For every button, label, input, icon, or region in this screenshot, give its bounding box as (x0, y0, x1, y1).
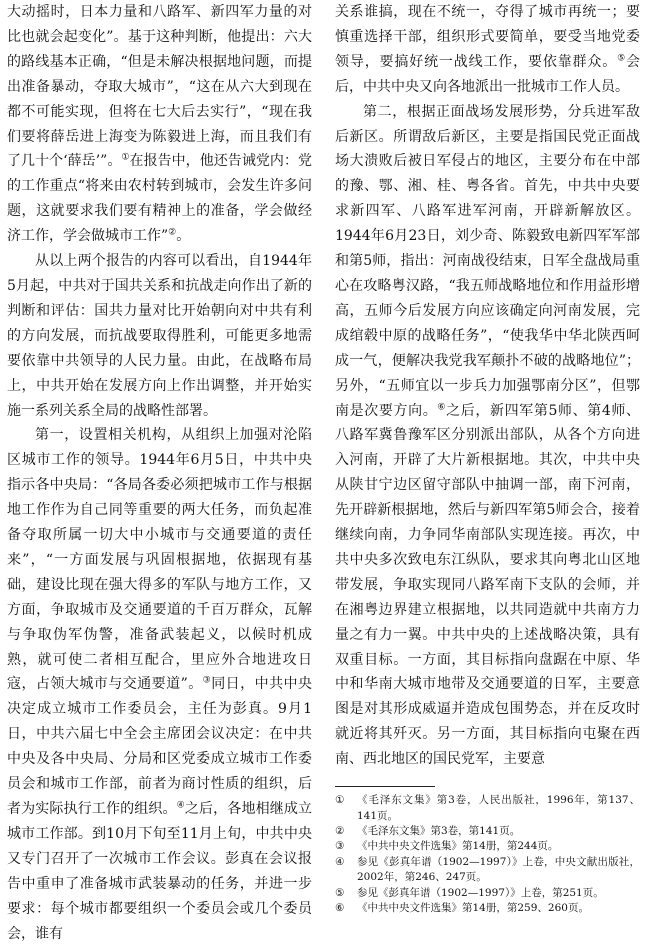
paragraph-text: 第二，根据正面战场发展形势，分兵进军敌后新区。所谓敌后新区，主要是指国民党正面战场大溃败后被日军侵占的地区，主要分布在中部的豫、鄂、湘、桂、粤各省。首先，中共中央要求新四军、八路军进军河南，开辟新解放区。1944年6月23日，刘少奇、陈毅致电新四军军部和第5师，指出：河南战役结束，日军全盘战局重心在攻略粤汉路，“我五师战略地位和作用益形增高，五师今后发展方向应该确定向河南发展，完成绾毂中原的战略任务”，“使我华中华北陕西呵成一气，便解决我党我军颠扑不破的战略地位”；另外，“五师宜以一步兵力加强鄂南分区”，但鄂南是次要方向。 (335, 103, 640, 419)
paragraph-text: 之后，新四军第5师、第4师、八路军冀鲁豫军区分别派出部队，从各个方向进入河南，开辟了大片新根据地。其次，中共中央从陕甘宁边区留守部队中抽调一部，南下河南，先开辟新根据地，然后与新四军第5师会合，接着继续向南，力争同华南部队实现连接。再次，中共中央多次致电东江纵队，要求其向粤北山区地带发展，争取实现同八路军南下支队的会师，并在湘粤边界建立根据地，以共同造就中共南方力量之有力一翼。中共中央的上述战略决策，具有双重目标。一方面，其目标指向盘踞在中原、华中和华南大城市地带及交通要道的日军，主要意图是对其形成威逼并造成包围势态，并在反攻时就近将其歼灭。另一方面，其目标指向屯聚在西南、西北地区的国民党军，主要意 (335, 402, 640, 768)
paragraph (335, 100, 640, 772)
footnote-item (335, 886, 640, 901)
footnote-text: 《中共中央文件选集》第14册，第244页。 (357, 840, 559, 853)
paragraph-text: 从以上两个报告的内容可以看出，自1944年5月起，中共对于国共关系和抗战走向作出了新的判断和评估：国共力量对比开始朝向对中共有利的方向发展，而抗战要取得胜利，可能更多地需要依靠中共领导的人民力量。由此，在战略布局上，中共开始在发展方向上作出调整，并开始实施一系列关系全局的战略性部署。 (7, 253, 312, 419)
footnote-ref[interactable]: ⑤ (617, 53, 626, 64)
paragraph-text: 大动摇时，日本力量和八路军、新四军力量的对比也就会起变化”。基于这种判断，他提出：六大的路线基本正确，“但是未解决根据地问题，而提出准备暴动，夺取大城市”，“这在从六大到现在都不可能实现，但将在七大后去实行”，“现在我们要将薛岳进上海变为陈毅进上海，而且我们有了几十个‘薛岳’”。 (7, 4, 312, 170)
right-column (335, 0, 640, 931)
paragraph-text: 。 (176, 228, 191, 245)
footnote-text: 《中共中央文件选集》第14册，第259、260页。 (357, 901, 589, 914)
footnote-ref[interactable]: ④ (176, 800, 185, 811)
footnote-divider (335, 786, 435, 787)
footnote-text: 《毛泽东文集》第3卷，人民出版社，1996年，第137、141页。 (357, 794, 640, 822)
footnote-number: ④ (335, 855, 345, 868)
footnote-number: ① (335, 794, 345, 807)
paragraph (7, 0, 312, 249)
paragraph-text: 同日，中共中央决定成立城市工作委员会，主任为彭真。9月1日，中共六届七中全会主席团会议决定：在中共中央及各中央局、分局和区党委成立城市工作委员会和城市工作部，前者为商讨性质的组织，后者为实际执行工作的组织。 (7, 676, 313, 817)
footnote-text: 参见《彭真年谱（1902—1997）》上卷，第251页。 (357, 886, 604, 899)
paragraph-text: 第一，设置相关机构，从组织上加强对沦陷区城市工作的领导。1944年6月5日，中共中央指示各中央局：“各局各委必须把城市工作与根据地工作作为自己同等重要的两大任务，而负起准备夺取所属一切大中小城市与交通要道的责任来”，“一方面发展与巩固根据地，依据现有基础，建设比现在强大得多的军队与地方工作，又方面，争取城市及交通要道的千百万群众，瓦解与争取伪军伪警，准备武装起义，以候时机成熟，就可使二者相互配合，里应外合地进攻日寇，占领大城市与交通要道”。 (7, 427, 312, 693)
footnote-item (335, 855, 640, 886)
footnote-number: ③ (335, 840, 345, 853)
footnote-number: ② (335, 824, 345, 837)
paragraph-text: 关系谁搞，现在不统一，夺得了城市再统一；要慎重选择干部，组织形式要简单，要受当地党委领导，要搞好统一战线工作，要依靠群众。 (335, 4, 640, 70)
footnote-ref[interactable]: ① (121, 152, 130, 163)
footnote-item (335, 839, 640, 854)
left-column (7, 0, 313, 942)
footnote-ref[interactable]: ⑥ (437, 401, 447, 412)
paragraph-text: 会后，中共中央又向各地派出一批城市工作人员。 (335, 53, 640, 95)
footnote-number: ⑤ (335, 886, 345, 899)
footnote-ref[interactable]: ② (168, 227, 177, 238)
footnotes (335, 793, 640, 916)
footnote-item (335, 793, 640, 824)
footnote-text: 参见《彭真年谱（1902—1997）》上卷，中央文献出版社，2002年，第246、247页。 (357, 855, 640, 884)
footnote-ref[interactable]: ③ (202, 675, 212, 686)
footnote-item (335, 824, 640, 839)
paragraph (335, 0, 640, 100)
footnote-item (335, 901, 640, 916)
footnote-text: 《毛泽东文集》第3卷，第141页。 (357, 824, 521, 837)
footnote-number: ⑥ (335, 901, 345, 914)
paragraph-text: 在报告中，他还告诫党内：党的工作重点“将来由农村转到城市，会发生许多问题，这就要求我们要有精神上的准备，学会做经济工作，学会做城市工作” (7, 153, 312, 245)
paragraph (7, 249, 312, 423)
paragraph-text: 之后，各地相继成立城市工作部。到10月下旬至11月上旬，中共中央又专门召开了一次城市工作会议。彭真在会议报告中重申了准备城市武装暴动的任务，并进一步要求：每个城市都要组织一个委员会或几个委员会，谁有 (7, 801, 313, 942)
paragraph (7, 423, 312, 946)
